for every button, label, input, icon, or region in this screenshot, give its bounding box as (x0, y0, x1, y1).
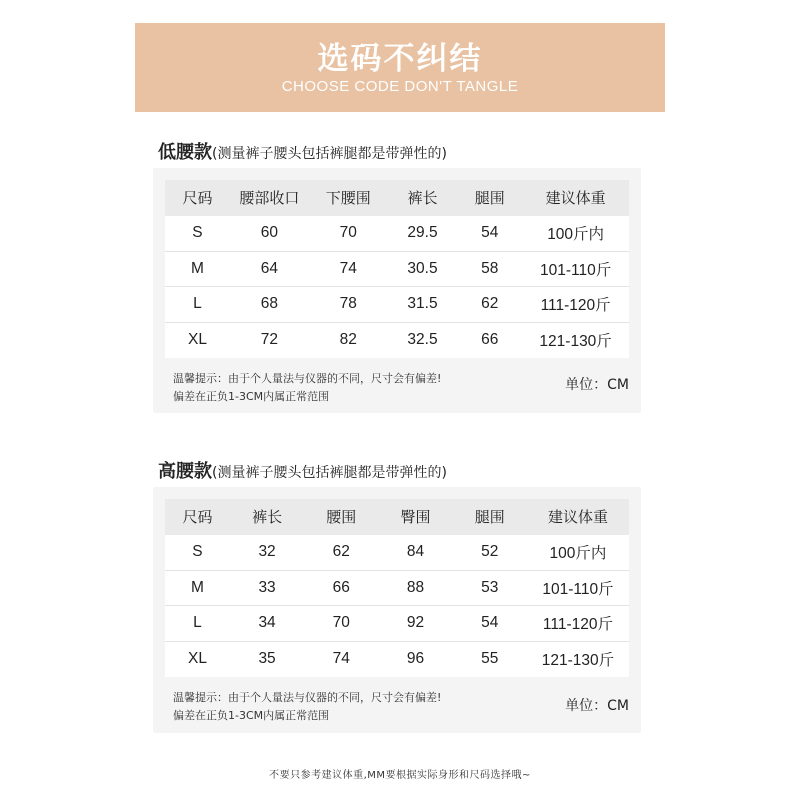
table-header-row (165, 180, 629, 216)
footer-tip: 不要只参考建议体重,MM要根据实际身形和尺码选择哦~ (269, 770, 531, 781)
table-cell: 78 (339, 295, 357, 313)
low-waist-table-wrap (165, 180, 629, 358)
table-cell: XL (187, 331, 207, 348)
table-cell: L (193, 295, 202, 313)
measurement-note (173, 370, 441, 406)
column-header: 臀围 (378, 499, 452, 535)
table-row (165, 570, 629, 606)
table-cell: 66 (481, 331, 499, 348)
table-cell: 62 (332, 543, 350, 560)
table-cell: 96 (406, 650, 425, 667)
high-waist-subtitle: (测量裤子腰头包括裤腿都是带弹性的) (212, 465, 447, 481)
column-header: 腿围 (457, 180, 522, 216)
table-cell: 70 (332, 614, 350, 632)
low-waist-size-card (153, 168, 641, 413)
table-row (165, 535, 629, 571)
table-row (165, 606, 629, 642)
table-cell: S (192, 224, 203, 241)
note-line: 温馨提示：由于个人量法与仪器的不同，尺寸会有偏差! (173, 691, 442, 704)
unit-label: 单位：CM (565, 698, 629, 714)
table-cell: 54 (481, 224, 499, 241)
table-cell: 30.5 (407, 259, 438, 277)
table-cell: 29.5 (407, 224, 438, 241)
note-line: 温馨提示：由于个人量法与仪器的不同，尺寸会有偏差! (173, 372, 442, 385)
low-waist-title: 低腰款 (158, 142, 212, 163)
low-waist-heading (158, 138, 447, 164)
table-row (165, 251, 629, 287)
note-line: 偏差在正负1-3CM内属正常范围 (173, 390, 330, 403)
table-cell: 52 (481, 543, 499, 560)
table-cell: 64 (260, 259, 279, 277)
table-cell: 111-120斤 (542, 616, 613, 634)
banner-subtitle: CHOOSE CODE DON'T TANGLE (281, 78, 519, 95)
high-waist-heading (158, 457, 447, 483)
unit-label: 单位：CM (565, 377, 629, 393)
table-cell: 74 (332, 650, 350, 667)
header-banner (135, 23, 665, 112)
table-cell: M (191, 578, 204, 596)
table-cell: 34 (258, 614, 276, 632)
high-waist-size-card (153, 487, 641, 733)
table-cell: 53 (481, 578, 499, 596)
table-header-row (165, 499, 629, 535)
table-cell: 100斤内 (549, 545, 607, 562)
table-cell: 66 (332, 578, 350, 596)
table-cell: L (193, 614, 202, 632)
table-cell: 74 (339, 259, 357, 277)
column-header: 建议体重 (527, 499, 629, 535)
column-header: 裤长 (388, 180, 458, 216)
table-row (165, 287, 629, 323)
table-cell: 121-130斤 (539, 333, 612, 350)
table-cell: 88 (406, 578, 425, 596)
table-cell: 84 (406, 543, 425, 560)
high-waist-size-table (165, 499, 629, 677)
table-row (165, 641, 629, 677)
column-header: 腰围 (304, 499, 378, 535)
table-cell: XL (187, 650, 207, 667)
table-cell: S (192, 543, 203, 560)
table-cell: 72 (260, 331, 279, 348)
table-cell: 54 (481, 614, 499, 632)
measurement-note (173, 689, 441, 725)
column-header: 裤长 (230, 499, 304, 535)
table-cell: 35 (258, 650, 276, 667)
column-header: 尺码 (165, 180, 230, 216)
table-cell: 62 (481, 295, 499, 313)
low-waist-size-table (165, 180, 629, 358)
low-waist-subtitle: (测量裤子腰头包括裤腿都是带弹性的) (212, 146, 447, 162)
table-cell: 58 (481, 259, 499, 277)
column-header: 腿围 (453, 499, 527, 535)
table-cell: 101-110斤 (542, 580, 614, 598)
table-cell: 101-110斤 (540, 261, 612, 279)
table-row (165, 322, 629, 358)
table-cell: 32.5 (407, 331, 438, 348)
table-cell: 31.5 (407, 295, 438, 313)
column-header: 建议体重 (522, 180, 629, 216)
table-cell: 32 (258, 543, 276, 560)
table-cell: 121-130斤 (541, 652, 615, 669)
column-header: 下腰围 (309, 180, 388, 216)
table-cell: 68 (260, 295, 279, 313)
table-cell: 70 (339, 224, 357, 241)
table-cell: M (191, 259, 204, 277)
column-header: 腰部收口 (230, 180, 309, 216)
table-cell: 111-120斤 (540, 297, 611, 315)
banner-title: 选码不纠结 (317, 41, 483, 77)
note-line: 偏差在正负1-3CM内属正常范围 (173, 709, 330, 722)
table-cell: 82 (339, 331, 357, 348)
table-cell: 55 (481, 650, 499, 667)
high-waist-table-wrap (165, 499, 629, 677)
table-row (165, 216, 629, 252)
table-cell: 60 (260, 224, 279, 241)
high-waist-title: 高腰款 (158, 461, 212, 482)
column-header: 尺码 (165, 499, 230, 535)
table-cell: 100斤内 (547, 226, 605, 243)
table-cell: 92 (406, 614, 425, 632)
table-cell: 33 (258, 578, 276, 596)
